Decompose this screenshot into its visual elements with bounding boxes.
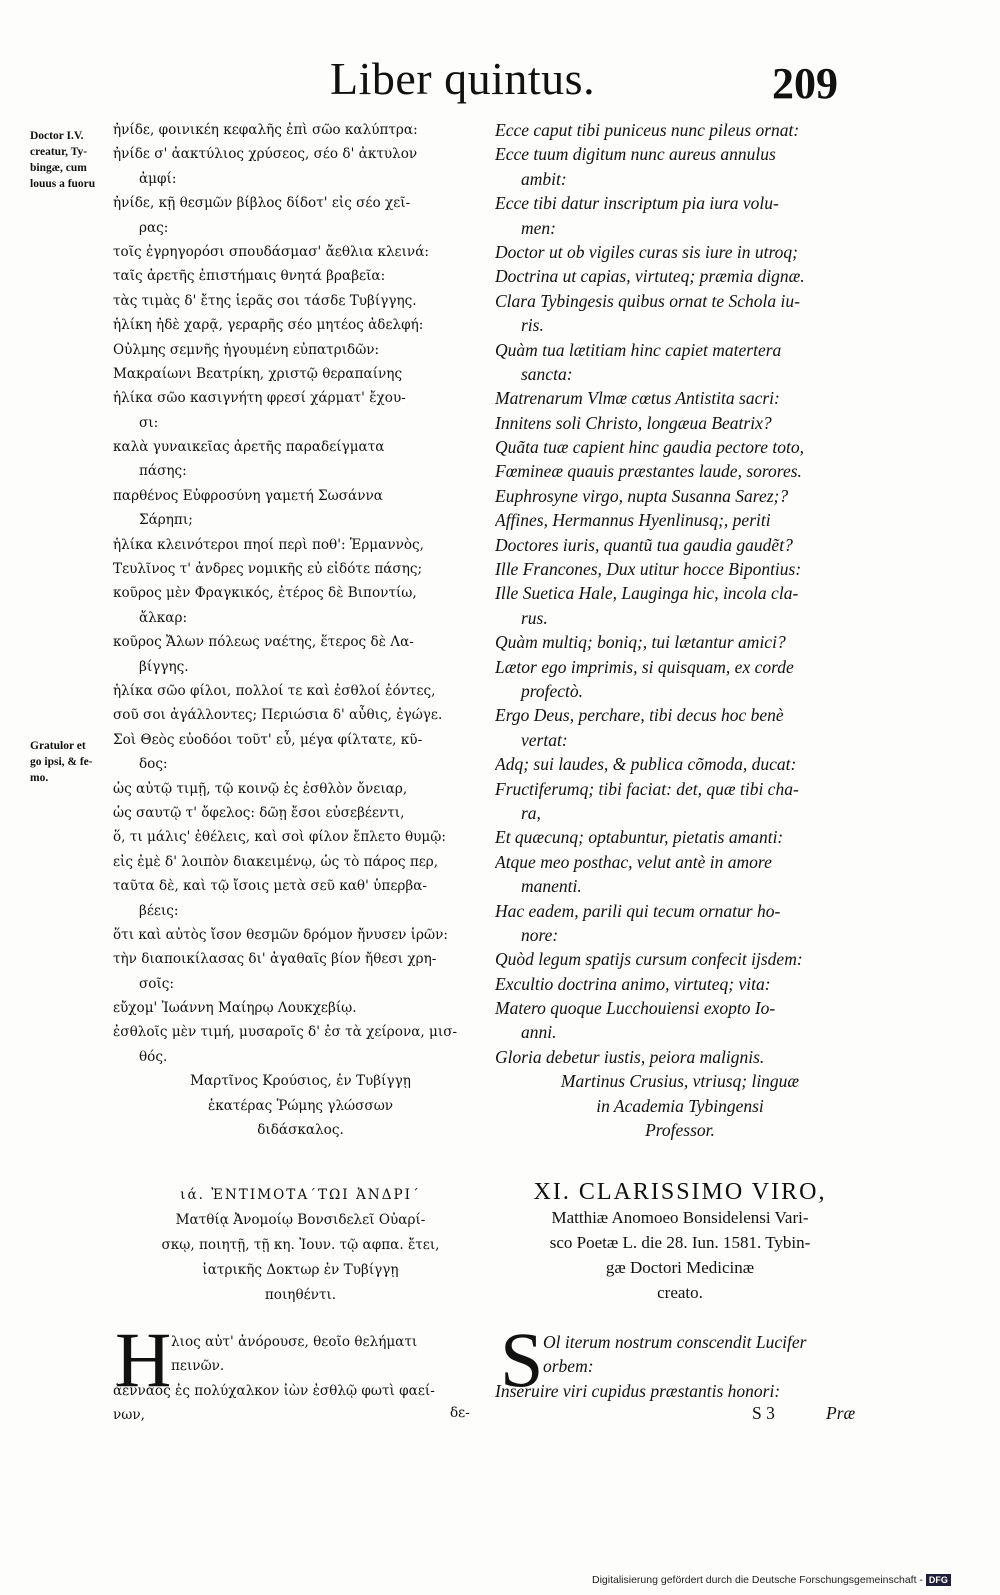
greek-line: ἡλίκα σῶο φίλοι, πολλοί τε καὶ ἐσθλοί ἐόντες, bbox=[113, 682, 436, 699]
latin-dropcap: S bbox=[500, 1316, 544, 1403]
page-number: 209 bbox=[772, 59, 838, 108]
greek-line: θός. bbox=[139, 1048, 168, 1065]
greek-line: ἐσθλοῖς μὲν τιμή, μυσαροῖς δ' ἐσ τὰ χείρονα, μισ- bbox=[113, 1024, 458, 1041]
latin-column bbox=[495, 118, 865, 1142]
greek-section-title bbox=[113, 1183, 488, 1308]
greek-title-line: ποιηθέντι. bbox=[264, 1287, 337, 1303]
latin-line: Lætor ego imprimis, si quisquam, ex corde bbox=[495, 656, 794, 677]
greek-line: σοῦ σοι ἀγάλλοντες; Περιώσια δ' αὖθις, ἐγώγε. bbox=[113, 707, 443, 724]
marginal-line: creatur, Ty- bbox=[30, 146, 88, 158]
greek-line: τοῖς ἐγρηγορόσι σπουδάσμασ' ἄεθλια κλεινά: bbox=[113, 243, 429, 260]
latin-line: Ille Francones, Dux utitur hocce Bipontius: bbox=[495, 559, 802, 580]
latin-line: Doctrina ut capias, virtuteq; præmia dignæ. bbox=[495, 266, 805, 287]
greek-line: βέεις: bbox=[139, 902, 179, 919]
greek-line: ταῖς ἀρετῆς ἐπιστήμαις θνητά βραβεῖα: bbox=[113, 268, 386, 285]
latin-line: profectò. bbox=[521, 680, 584, 701]
greek-catchword: δε- bbox=[450, 1405, 470, 1421]
latin-line: Ille Suetica Hale, Lauginga hic, incola cla- bbox=[495, 583, 799, 604]
greek-signature-line: διδάσκαλος. bbox=[257, 1122, 344, 1139]
greek-title-line: Ματθίᾳ Ἀνομοίῳ Βονσιδελεῖ Οὐαρί- bbox=[175, 1212, 426, 1228]
latin-line: Ecce tuum digitum nunc aureus annulus bbox=[495, 144, 776, 165]
greek-line: ὡς αὐτῷ τιμῇ, τῷ κοινῷ ἐς ἐσθλὸν ὄνειαρ, bbox=[113, 780, 408, 797]
greek-line: ὅ, τι μάλις' ἐθέλεις, καὶ σοὶ φίλον ἔπλετο θυμῷ: bbox=[113, 829, 446, 846]
running-head-title: Liber quintus. bbox=[330, 53, 596, 104]
greek-verse-line: λιος αὐτ' ἀνόρουσε, θεοῖο θελήματι bbox=[171, 1334, 418, 1350]
marginal-line: bingæ, cum bbox=[30, 162, 87, 174]
latin-line: Hac eadem, parili qui tecum ornatur ho- bbox=[495, 900, 781, 921]
latin-line: nore: bbox=[521, 924, 559, 945]
greek-title-line: σκῳ, ποιητῇ, τῇ κη. Ἰουν. τῷ αφπα. ἔτει, bbox=[161, 1237, 440, 1253]
latin-line: Ecce tibi datur inscriptum pia iura volu- bbox=[495, 193, 779, 214]
latin-line: Matero quoque Lucchouiensi exopto Io- bbox=[495, 998, 776, 1019]
latin-title-line: Matthiæ Anomoeo Bonsidelensi Vari- bbox=[551, 1208, 809, 1227]
greek-line: τὰς τιμὰς δ' ἔτης ἱερᾶς σοι τάσδε Τυβίγγης. bbox=[113, 292, 417, 309]
marginal-line: louus a fuoru bbox=[30, 178, 96, 190]
marginal-line: go ipsi, & fe- bbox=[30, 756, 93, 768]
latin-line: sancta: bbox=[521, 363, 573, 384]
greek-line: Οὐλμης σεμνῆς ἡγουμένη εὐπατριδῶν: bbox=[113, 341, 380, 358]
latin-line: vertat: bbox=[521, 729, 568, 750]
greek-line: ἡλίκα κλεινότεροι πηοί περὶ ποθ': Ἑρμαννὸς, bbox=[113, 536, 424, 553]
latin-line: Atque meo posthac, velut antè in amore bbox=[495, 851, 772, 872]
greek-verse bbox=[113, 1330, 488, 1428]
latin-title-line: sco Poetæ L. die 28. Iun. 1581. Tybin- bbox=[549, 1233, 811, 1252]
marginal-line: Doctor I.V. bbox=[30, 130, 84, 142]
greek-line: ἠνίδε σ' ἀακτύλιος χρύσεος, σέο δ' ἀκτυλον bbox=[113, 146, 418, 163]
greek-line: εἰς ἐμὲ δ' λοιπὸν διακειμένῳ, ὡς τὸ πάρος περ, bbox=[113, 853, 439, 870]
credit-text: Digitalisierung gefördert durch die Deutsche Forschungsgemeinschaft - bbox=[592, 1574, 923, 1586]
marginal-line: Gratulor et bbox=[30, 740, 86, 752]
latin-line: ambit: bbox=[521, 168, 567, 189]
greek-signature-line: ἑκατέρας Ῥώμης γλώσσων bbox=[207, 1097, 394, 1114]
latin-line: anni. bbox=[521, 1022, 557, 1043]
greek-line: σοῖς: bbox=[139, 975, 174, 992]
greek-verse-line: πεινῶν. bbox=[171, 1358, 225, 1375]
greek-line: ἀμφί: bbox=[139, 170, 177, 187]
latin-line: Adq; sui laudes, & publica cõmoda, ducat: bbox=[495, 754, 797, 775]
greek-line: ἄλκαρ: bbox=[139, 609, 188, 626]
digitization-credit bbox=[592, 1574, 951, 1586]
greek-signature-line: Μαρτῖνος Κρούσιος, ἐν Τυβίγγῃ bbox=[190, 1073, 411, 1090]
greek-line: δος: bbox=[139, 756, 168, 773]
greek-line: Σάρηπι; bbox=[139, 512, 193, 529]
latin-line: Ecce caput tibi puniceus nunc pileus ornat: bbox=[495, 120, 800, 140]
greek-line: ταῦτα δὲ, καὶ τῷ ἴσοις μετὰ σεῦ καθ' ὑπερβα- bbox=[113, 878, 428, 895]
latin-line: manenti. bbox=[521, 876, 582, 897]
greek-line: σι: bbox=[139, 414, 159, 431]
greek-title-line: ἰατρικῆς Δοκτωρ ἐν Τυβίγγῃ bbox=[202, 1262, 399, 1278]
greek-verse-line: νων, bbox=[113, 1407, 145, 1424]
marginal-line: mo. bbox=[30, 772, 49, 784]
latin-signature-line: Martinus Crusius, vtriusq; linguæ bbox=[560, 1071, 800, 1092]
latin-line: Matrenarum Vlmæ cœtus Antistita sacri: bbox=[495, 388, 780, 409]
latin-line: Et quæcunq; optabuntur, pietatis amanti: bbox=[495, 827, 784, 848]
latin-line: Innitens soli Christo, longæua Beatrix? bbox=[495, 412, 772, 433]
greek-column bbox=[113, 118, 488, 1142]
latin-line: Clara Tybingesis quibus ornat te Schola iu- bbox=[495, 290, 800, 311]
greek-line: Τευλῖνος τ' ἀνδρες νομικῆς εὐ εἰδότε πάσης; bbox=[113, 561, 423, 578]
latin-title-heading: XI. CLARISSIMO VIRO, bbox=[533, 1179, 827, 1205]
marginal-note-1 bbox=[30, 128, 110, 192]
latin-line: Fructiferumq; tibi faciat: det, quæ tibi cha- bbox=[495, 778, 799, 799]
dfg-logo: DFG bbox=[926, 1574, 951, 1586]
latin-section-title bbox=[495, 1180, 865, 1305]
latin-verse bbox=[495, 1330, 865, 1403]
greek-line: εὔχομ' Ἰωάννη Μαίηρῳ Λουκχεβίῳ. bbox=[113, 1000, 357, 1017]
greek-line: ἠνίδε, φοινικέη κεφαλῆς ἐπὶ σῶο καλύπτρα: bbox=[113, 122, 418, 138]
greek-title-line: ιά. ἘΝΤΙΜΟΤΑ΄ΤΩΙ ἈΝΔΡΙ΄ bbox=[180, 1187, 421, 1203]
latin-verse-line: Ol iterum nostrum conscendit Lucifer bbox=[543, 1332, 807, 1352]
latin-line: ra, bbox=[521, 802, 541, 823]
latin-title-line: gæ Doctori Medicinæ bbox=[605, 1258, 755, 1277]
latin-catchword: Præ bbox=[826, 1403, 856, 1423]
marginal-note-2 bbox=[30, 738, 110, 786]
latin-line: Quàm tua lætitiam hinc capiet matertera bbox=[495, 339, 782, 360]
latin-line: Quàm multiq; boniq;, tui lætantur amici? bbox=[495, 632, 786, 653]
latin-line: Doctor ut ob vigiles curas sis iure in utroq; bbox=[495, 241, 798, 262]
greek-dropcap: H bbox=[115, 1316, 172, 1403]
signature-mark: S 3 bbox=[752, 1403, 775, 1423]
latin-verse-line: orbem: bbox=[543, 1356, 594, 1377]
latin-line: Euphrosyne virgo, nupta Susanna Sarez;? bbox=[495, 485, 789, 506]
greek-line: βίγγης. bbox=[139, 658, 189, 675]
greek-line: Σοὶ Θεὸς εὐοδόοι τοῦτ' εὖ, μέγα φίλτατε, κῦ- bbox=[113, 731, 423, 748]
greek-line: ἠνίδε, κῇ θεσμῶν βίβλος δίδοτ' εἰς σέο χεῖ- bbox=[113, 195, 411, 212]
greek-line: τὴν διαποικίλασας δι' ἀγαθαῖς βίον ἤθεσι χρη- bbox=[113, 951, 437, 968]
latin-line: Gloria debetur iustis, peiora malignis. bbox=[495, 1046, 765, 1067]
latin-signature-line: Professor. bbox=[645, 1120, 715, 1141]
greek-line: κοῦρος Ἄλων πόλεως ναέτης, ἕτερος δὲ Λα- bbox=[113, 634, 414, 651]
latin-line: Fœmineæ quauis præstantes laude, sorores. bbox=[495, 461, 802, 482]
latin-title-line: creato. bbox=[657, 1283, 703, 1302]
latin-line: rus. bbox=[521, 607, 548, 628]
latin-signature-line: in Academia Tybingensi bbox=[596, 1095, 764, 1116]
latin-line: men: bbox=[521, 217, 556, 238]
latin-line: Excultio doctrina animo, virtuteq; vita: bbox=[495, 973, 771, 994]
greek-line: πάσης: bbox=[139, 463, 187, 480]
latin-line: Quãta tuæ capient hinc gaudia pectore toto, bbox=[495, 437, 804, 458]
greek-line: καλὰ γυναικεῖας ἀρετῆς παραδείγματα bbox=[113, 439, 385, 456]
greek-verse-line: ἀένναος ἐς πολύχαλκον ἰὼν ἐσθλῷ φωτὶ φαεί- bbox=[113, 1382, 435, 1399]
latin-line: Doctores iuris, quantũ tua gaudia gaudẽt? bbox=[495, 534, 793, 555]
latin-line: ris. bbox=[521, 315, 544, 336]
latin-line: Affines, Hermannus Hyenlinusq;, periti bbox=[495, 510, 771, 531]
greek-line: παρθένος Εὐφροσύνη γαμετή Σωσάννα bbox=[113, 487, 383, 504]
greek-line: κοῦρος μὲν Φραγκικός, ἐτέρος δὲ Βιποντίω, bbox=[113, 585, 417, 602]
latin-line: Quòd legum spatijs cursum confecit ijsdem: bbox=[495, 949, 803, 970]
latin-verse-line: Inseruire viri cupidus præstantis honori: bbox=[495, 1380, 781, 1401]
greek-line: ρας: bbox=[139, 219, 169, 236]
greek-line: ὡς σαυτῷ τ' ὄφελος: δῶῃ ἔσοι εὐσεβέεντι, bbox=[113, 804, 405, 821]
greek-line: ἡλίκα σῶο κασιγνήτη φρεσί χάρματ' ἔχου- bbox=[113, 390, 406, 407]
greek-line: ὅτι καὶ αὐτὸς ἴσον θεσμῶν δρόμον ἤνυσεν ἱρῶν: bbox=[113, 926, 448, 943]
greek-line: Μακραίωνι Βεατρίκη, χριστῷ θεραπαίνης bbox=[113, 365, 403, 382]
latin-line: Ergo Deus, perchare, tibi decus hoc benè bbox=[495, 705, 784, 726]
greek-line: ἡλίκη ἠδὲ χαρᾷ, γεραρῆς σέο μητέος ἀδελφή: bbox=[113, 317, 424, 334]
